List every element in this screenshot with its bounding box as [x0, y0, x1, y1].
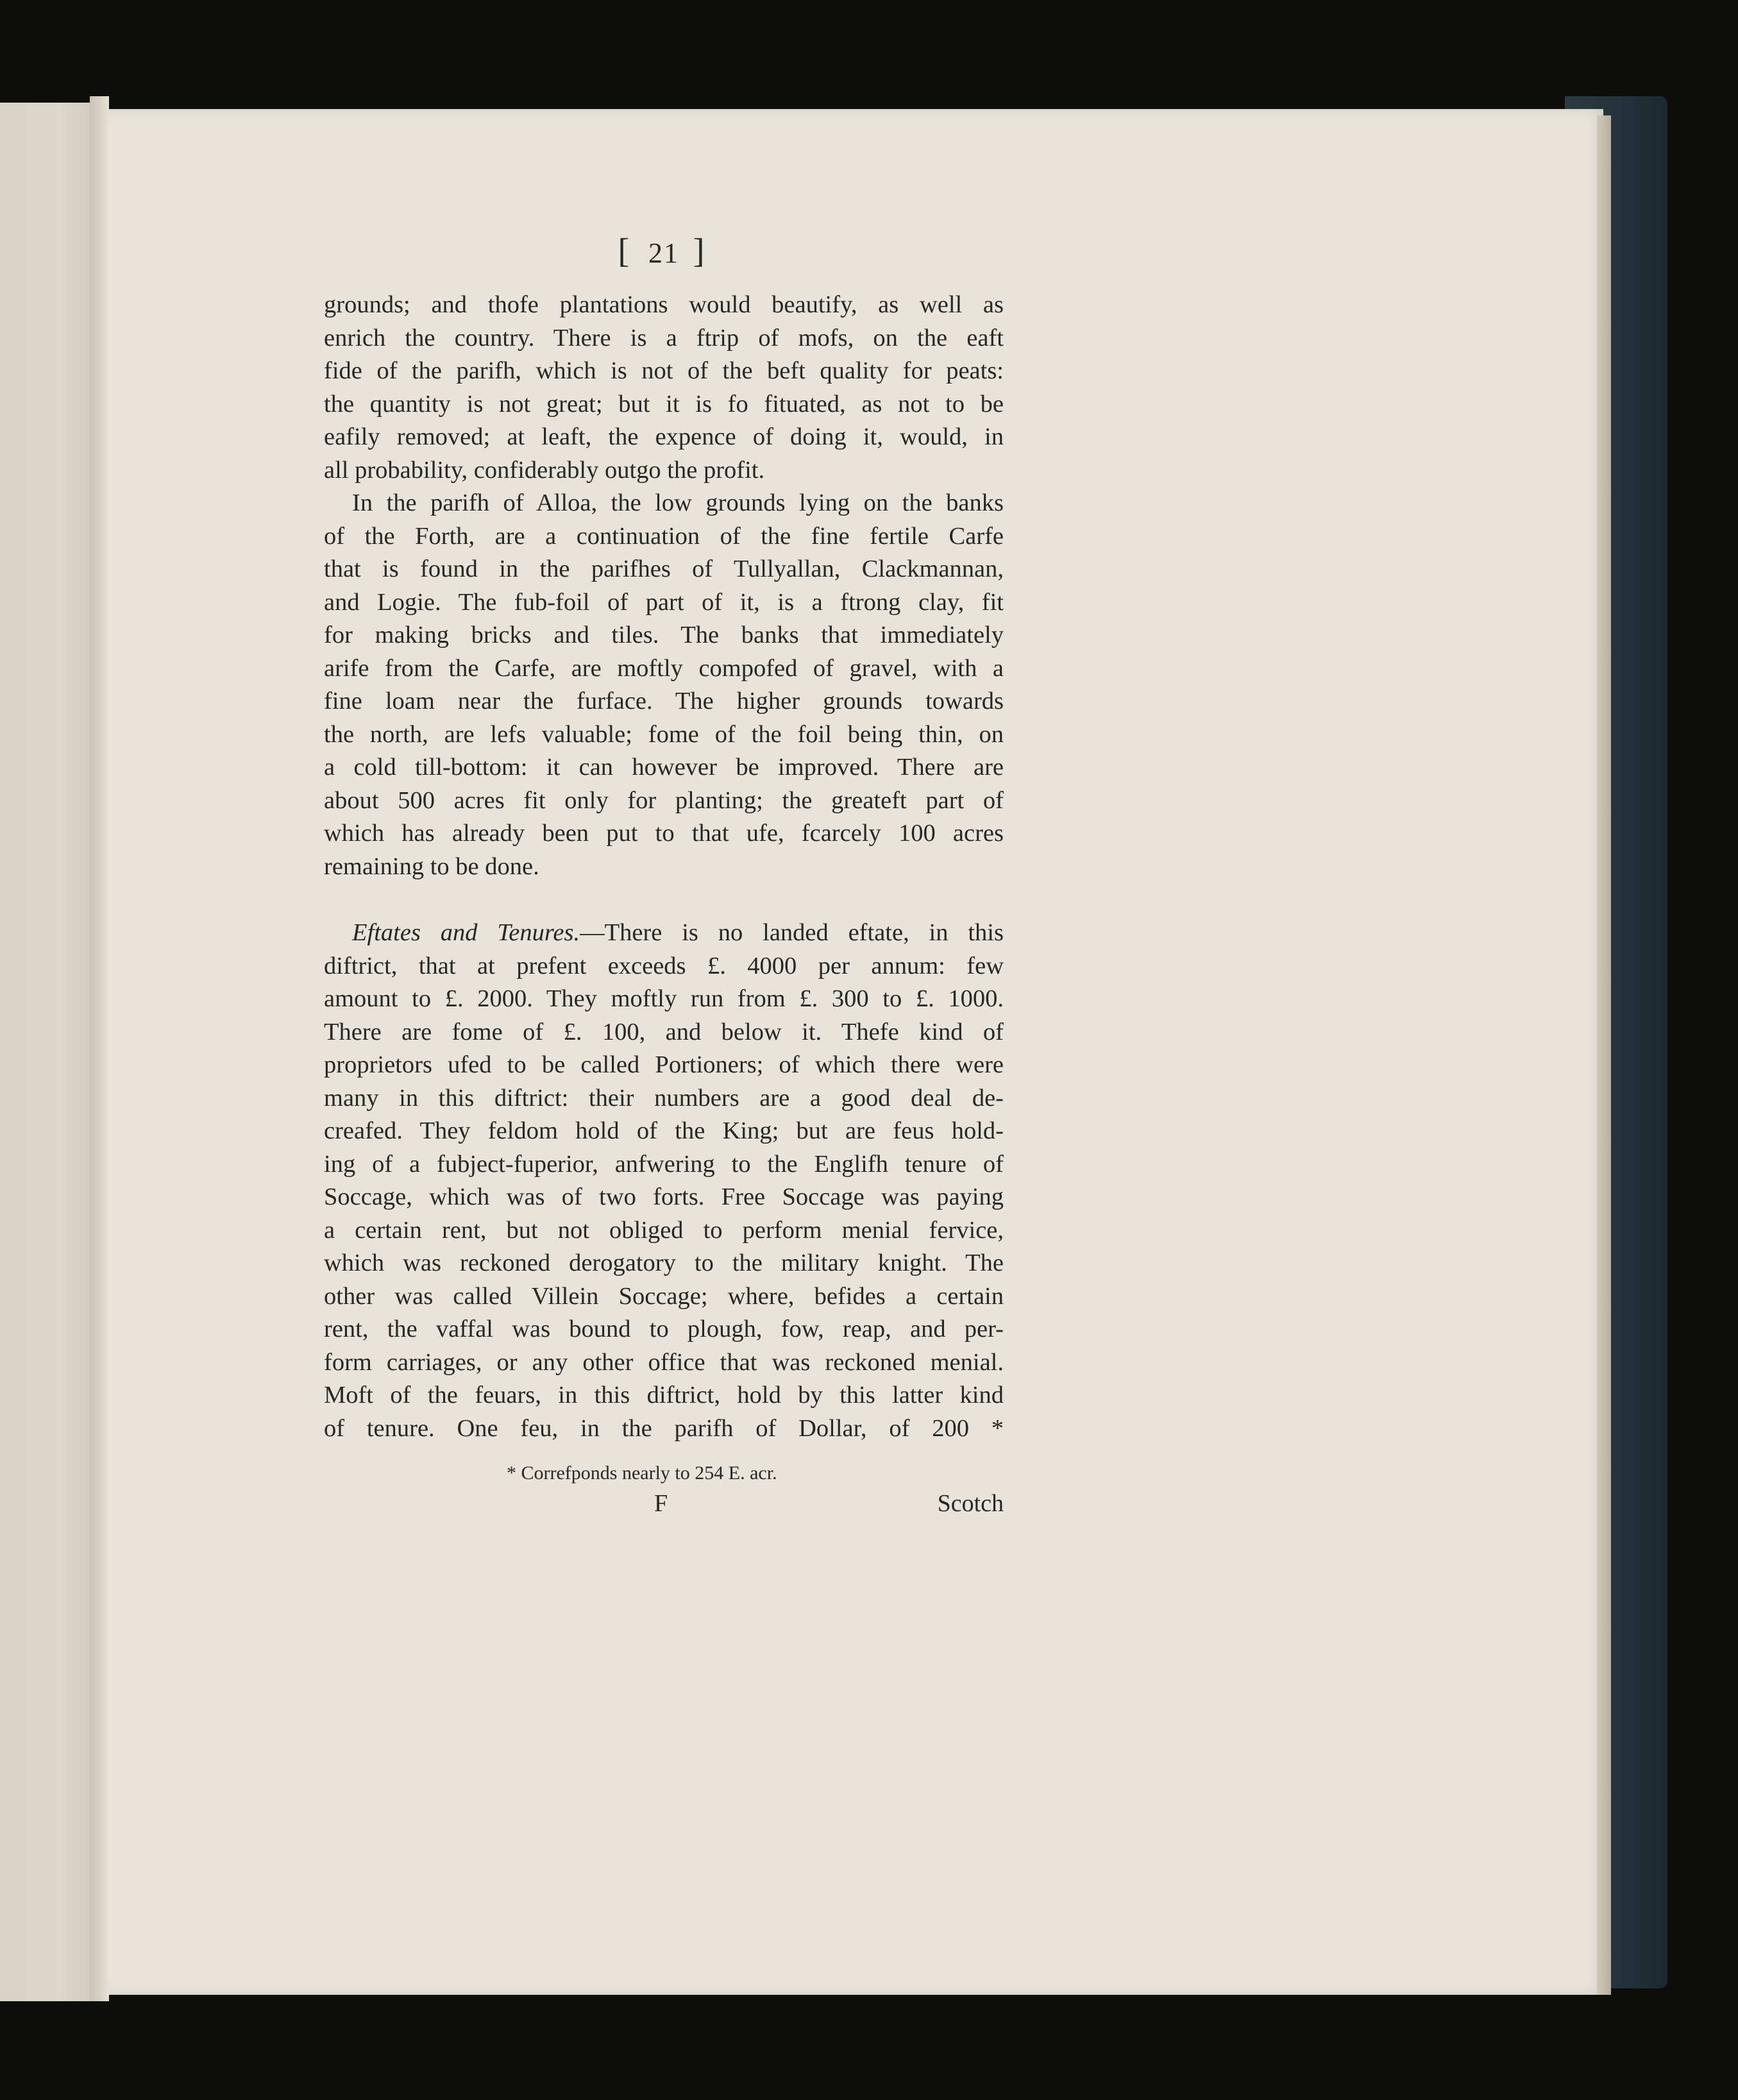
text-line: proprietors ufed to be called Portioners; of which there were — [324, 1051, 1004, 1078]
text-line: which was reckoned derogatory to the military knight. The — [324, 1249, 1004, 1276]
paragraph-2 — [324, 487, 1004, 883]
page-number-header — [600, 231, 728, 271]
text-line: that is found in the parifhes of Tullyallan, Clackmannan, — [324, 555, 1004, 582]
text-line: remaining to be done. — [324, 852, 539, 880]
text-line: other was called Villein Soccage; where, befides a certain — [324, 1282, 1004, 1310]
footnote: * Correfponds nearly to 254 E. acr. — [507, 1462, 777, 1484]
catchword: Scotch — [937, 1490, 1004, 1517]
text-line: eafily removed; at leaft, the expence of doing it, would, in — [324, 423, 1004, 450]
page-number-left-bracket: [ — [618, 232, 635, 270]
page-number-right-bracket: ] — [693, 232, 710, 270]
text-line: of tenure. One feu, in the parifh of Dollar, of 200 * — [324, 1414, 1004, 1442]
text-line: fide of the parifh, which is not of the beft quality for peats: — [324, 357, 1004, 384]
text-line: enrich the country. There is a ftrip of mofs, on the eaft — [324, 324, 1004, 351]
facing-page-edge — [0, 103, 103, 2001]
text-line: the north, are lefs valuable; fome of the foil being thin, on — [324, 720, 1004, 748]
text-line: Moft of the feuars, in this diftrict, hold by this latter kind — [324, 1382, 1004, 1409]
text-line: grounds; and thofe plantations would beautify, as well as — [324, 291, 1004, 318]
text-line: fine loam near the furface. The higher grounds towards — [324, 688, 1004, 715]
text-line: which has already been put to that ufe, fcarcely 100 acres — [324, 820, 1004, 847]
paragraph-3 — [324, 917, 1004, 1445]
text-line: for making bricks and tiles. The banks that immediately — [324, 622, 1004, 648]
text-line: arife from the Carfe, are moftly compofed of gravel, with a — [324, 654, 1004, 682]
text-line: There are fome of £. 100, and below it. Thefe kind of — [324, 1018, 1004, 1046]
catchline — [654, 1489, 1004, 1518]
text-line: many in this diftrict: their numbers are a good deal de- — [324, 1084, 1004, 1112]
page-fore-edge — [1597, 115, 1611, 1995]
text-line: and Logie. The fub-foil of part of it, is a ftrong clay, fit — [324, 588, 1004, 616]
text-line: In the parifh of Alloa, the low grounds lying on the banks — [352, 489, 1004, 516]
text-line: amount to £. 2000. They moftly run from £. 300 to £. 1000. — [324, 985, 1004, 1012]
text-line: a cold till-bottom: it can however be improved. There are — [324, 754, 1004, 781]
text-line: Soccage, which was of two forts. Free Soccage was paying — [324, 1183, 1004, 1210]
book-gutter — [90, 96, 109, 2001]
paragraph-gap — [324, 883, 1004, 917]
text-line: a certain rent, but not obliged to perform menial fervice, — [324, 1216, 1004, 1244]
text-line: ing of a fubject-fuperior, anfwering to the Englifh tenure of — [324, 1150, 1004, 1178]
heading-line-rest: —There is no landed eftate, in this — [580, 919, 1004, 946]
text-line: all probability, confiderably outgo the profit. — [324, 456, 765, 484]
section-heading: Eftates and Tenures. — [352, 919, 580, 946]
text-line: rent, the vaffal was bound to plough, fow, reap, and per- — [324, 1316, 1004, 1342]
signature-mark: F — [654, 1490, 668, 1517]
text-line: about 500 acres fit only for planting; the greateft part of — [324, 786, 1004, 814]
text-line: creafed. They feldom hold of the King; but are feus hold- — [324, 1117, 1004, 1144]
text-line: diftrict, that at prefent exceeds £. 4000 per annum: few — [324, 952, 1004, 979]
page-number: 21 — [648, 237, 679, 269]
text-line: form carriages, or any other office that was reckoned menial. — [324, 1348, 1004, 1376]
text-line: of the Forth, are a continuation of the fine fertile Carfe — [324, 522, 1004, 550]
text-line — [324, 917, 1004, 950]
body-text — [324, 289, 1004, 1445]
text-line: the quantity is not great; but it is fo fituated, as not to be — [324, 390, 1004, 418]
paragraph-1 — [324, 289, 1004, 487]
